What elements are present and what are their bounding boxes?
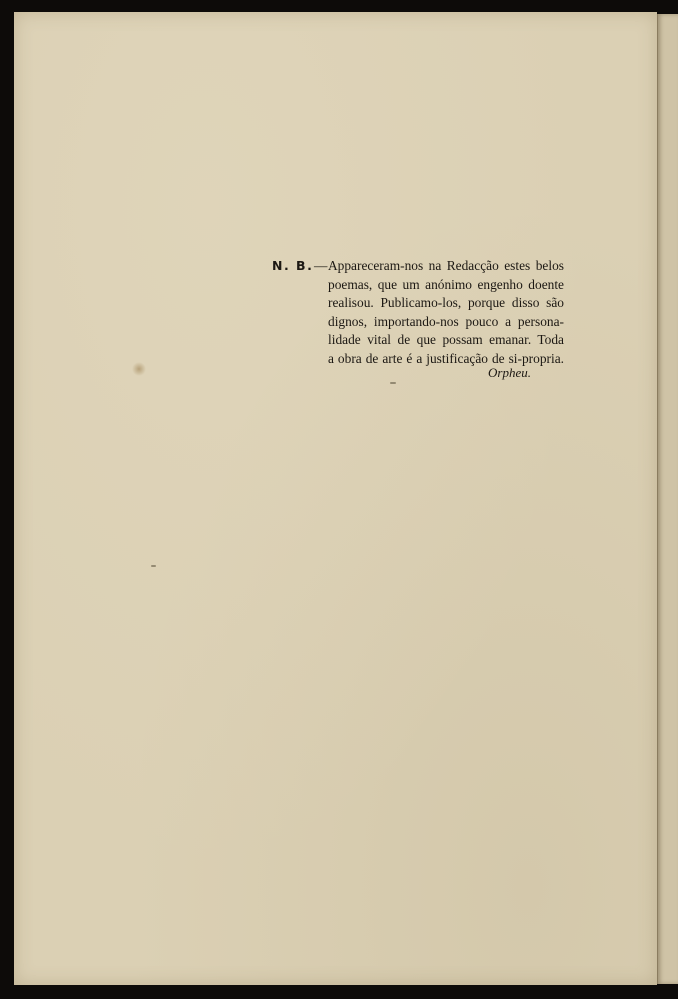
paper-stain	[132, 362, 146, 376]
note-label: N. B.	[272, 258, 314, 273]
note-dash: —	[314, 258, 328, 273]
note-line: lidade vital de que possam emanar. Toda	[328, 332, 564, 348]
paper-speck	[390, 382, 396, 384]
note-line: dignos, importando-nos pouco a persona-	[328, 313, 564, 329]
note-line: realisou. Publicamo-los, porque disso são	[328, 295, 564, 311]
adjacent-page-edge	[657, 14, 678, 984]
paper-speck	[151, 565, 156, 567]
editorial-note	[272, 257, 564, 369]
note-line: Appareceram-nos na Redacção estes belos	[328, 258, 564, 273]
signature: Orpheu.	[488, 365, 531, 380]
note-line: a obra de arte é a justificação de si-propria.	[328, 350, 564, 366]
note-line: poemas, que um anónimo engenho doente	[328, 276, 564, 292]
document-page	[14, 12, 657, 985]
note-body	[328, 257, 564, 369]
